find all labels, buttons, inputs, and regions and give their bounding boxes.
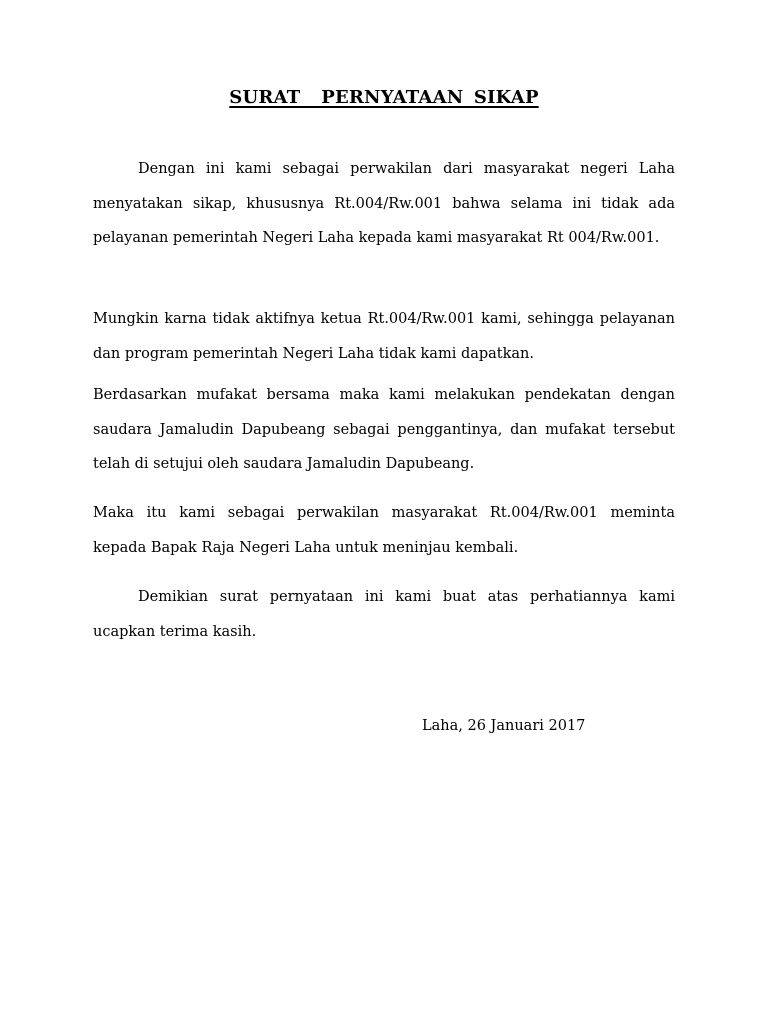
paragraph-agreement: Berdasarkan mufakat bersama maka kami melakukan pendekatan dengan saudara Jamaludin Dapubeang sebagai penggantinya, dan mufakat tersebut telah di setujui oleh saudara Jamaludin Dapubeang. [93, 387, 675, 472]
paragraph-request: Maka itu kami sebagai perwakilan masyarakat Rt.004/Rw.001 meminta kepada Bapak Raja Negeri Laha untuk meninjau kembali. [93, 505, 675, 556]
place-date: Laha, 26 Januari 2017 [422, 718, 586, 734]
paragraph-reason: Mungkin karna tidak aktifnya ketua Rt.004/Rw.001 kami, sehingga pelayanan dan program pemerintah Negeri Laha tidak kami dapatkan. [93, 311, 675, 362]
paragraph-closing: Demikian surat pernyataan ini kami buat atas perhatiannya kami ucapkan terima kasih. [93, 589, 675, 640]
document-title [0, 87, 768, 108]
document-title-text: SURAT PERNYATAAN SIKAP [229, 87, 539, 108]
paragraph-declaration: Dengan ini kami sebagai perwakilan dari masyarakat negeri Laha menyatakan sikap, khususnya Rt.004/Rw.001 bahwa selama ini tidak ada pelayanan pemerintah Negeri Laha kepada kami masyarakat Rt 004/Rw.001. [93, 161, 675, 246]
